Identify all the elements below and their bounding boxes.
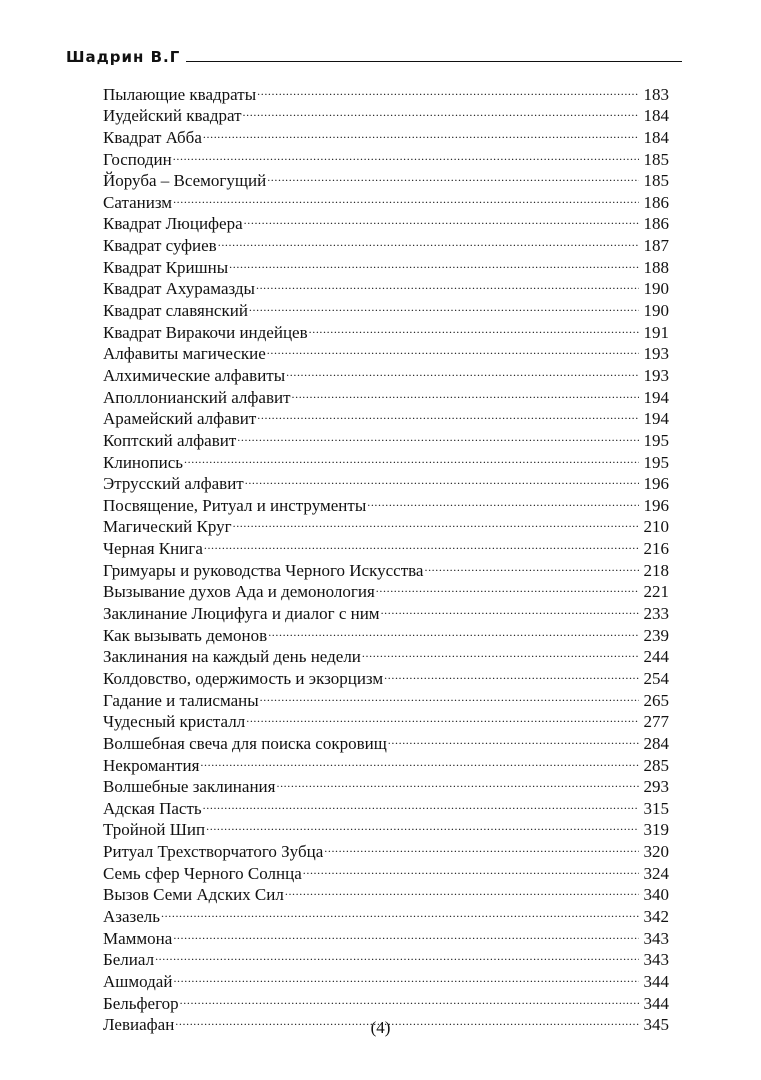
toc-dot-leader xyxy=(203,532,639,554)
toc-entry-title: Азазель xyxy=(103,906,161,926)
toc-entry-title: Ашмодай xyxy=(103,971,173,991)
toc-entry-page: 184 xyxy=(643,106,669,126)
toc-entry-page: 265 xyxy=(643,690,669,710)
toc-entry-title: Маммона xyxy=(103,928,173,948)
toc-entry-page: 188 xyxy=(643,257,669,277)
toc-entry-title: Вызов Семи Адских Сил xyxy=(103,885,284,905)
toc-dot-leader xyxy=(244,468,639,490)
toc-dot-leader xyxy=(361,641,639,663)
toc-dot-leader xyxy=(243,208,639,230)
toc-entry xyxy=(103,965,669,991)
toc-dot-leader xyxy=(255,273,639,295)
toc-entry-title: Квадрат Люцифера xyxy=(103,214,243,234)
toc-dot-leader xyxy=(248,294,639,316)
toc-entry xyxy=(103,186,669,212)
toc-entry xyxy=(103,468,669,494)
toc-entry-title: Коптский алфавит xyxy=(103,430,237,450)
toc-entry-page: 218 xyxy=(643,560,669,580)
toc-entry-title: Как вызывать демонов xyxy=(103,625,268,645)
toc-entry-title: Посвящение, Ритуал и инструменты xyxy=(103,495,367,515)
toc-dot-leader xyxy=(202,792,639,814)
toc-entry xyxy=(103,987,669,1013)
toc-entry-page: 319 xyxy=(643,820,669,840)
toc-entry-page: 191 xyxy=(643,322,669,342)
toc-entry-page: 221 xyxy=(643,582,669,602)
toc-entry-page: 233 xyxy=(643,604,669,624)
toc-entry-page: 315 xyxy=(643,798,669,818)
toc-entry-title: Тройной Шип xyxy=(103,820,206,840)
toc-entry-title: Господин xyxy=(103,149,172,169)
toc-entry-title: Квадрат Кришны xyxy=(103,257,229,277)
toc-dot-leader xyxy=(366,489,639,511)
toc-entry-title: Пылающие квадраты xyxy=(103,84,257,104)
toc-entry-title: Белиал xyxy=(103,950,155,970)
toc-entry-page: 344 xyxy=(643,971,669,991)
toc-dot-leader xyxy=(266,165,639,187)
toc-entry-page: 320 xyxy=(643,842,669,862)
toc-dot-leader xyxy=(205,814,639,836)
toc-entry-page: 343 xyxy=(643,950,669,970)
toc-dot-leader xyxy=(302,857,639,879)
toc-entry-page: 195 xyxy=(643,452,669,472)
toc-entry-title: Алхимические алфавиты xyxy=(103,365,286,385)
toc-dot-leader xyxy=(172,143,639,165)
toc-entry-page: 186 xyxy=(643,192,669,212)
toc-entry xyxy=(103,922,669,948)
toc-entry-title: Чудесный кристалл xyxy=(103,712,246,732)
toc-entry-title: Семь сфер Черного Солнца xyxy=(103,863,302,883)
toc-entry-title: Заклинания на каждый день недели xyxy=(103,647,361,667)
toc-dot-leader xyxy=(275,771,639,793)
toc-dot-leader xyxy=(323,835,639,857)
toc-entry-page: 324 xyxy=(643,863,669,883)
toc-entry-title: Квадрат славянский xyxy=(103,301,248,321)
toc-entry-page: 195 xyxy=(643,430,669,450)
toc-dot-leader xyxy=(228,251,639,273)
toc-entry xyxy=(103,446,669,472)
toc-dot-leader xyxy=(423,554,639,576)
toc-entry-page: 193 xyxy=(643,365,669,385)
toc-entry-title: Клинопись xyxy=(103,452,184,472)
toc-dot-leader xyxy=(160,900,639,922)
toc-entry-page: 186 xyxy=(643,214,669,234)
toc-entry-page: 185 xyxy=(643,149,669,169)
toc-entry-page: 196 xyxy=(643,474,669,494)
toc-entry-title: Левиафан xyxy=(103,1015,175,1035)
toc-entry-page: 216 xyxy=(643,539,669,559)
running-header xyxy=(66,46,682,72)
toc-dot-leader xyxy=(154,944,639,966)
toc-entry-page: 285 xyxy=(643,755,669,775)
toc-entry xyxy=(103,944,669,970)
toc-entry-title: Ритуал Трехстворчатого Зубца xyxy=(103,842,324,862)
toc-entry-title: Гримуары и руководства Черного Искусства xyxy=(103,560,424,580)
toc-entry-page: 343 xyxy=(643,928,669,948)
toc-entry-title: Черная Книга xyxy=(103,539,203,559)
toc-dot-leader xyxy=(259,684,639,706)
toc-entry-page: 194 xyxy=(643,387,669,407)
toc-entry-title: Арамейский алфавит xyxy=(103,409,257,429)
toc-dot-leader xyxy=(375,576,639,598)
toc-dot-leader xyxy=(232,511,639,533)
toc-entry-title: Заклинание Люцифуга и диалог с ним xyxy=(103,604,380,624)
toc-entry-title: Гадание и талисманы xyxy=(103,690,259,710)
toc-entry xyxy=(103,900,669,926)
toc-entry-title: Колдовство, одержимость и экзорцизм xyxy=(103,668,384,688)
toc-entry-page: 187 xyxy=(643,236,669,256)
toc-entry-page: 244 xyxy=(643,647,669,667)
toc-dot-leader xyxy=(256,78,639,100)
toc-entry-page: 284 xyxy=(643,733,669,753)
toc-entry xyxy=(103,165,669,191)
toc-dot-leader xyxy=(380,597,639,619)
toc-entry-title: Йоруба – Всемогущий xyxy=(103,171,267,191)
toc-dot-leader xyxy=(172,965,639,987)
toc-entry-page: 344 xyxy=(643,993,669,1013)
toc-entry-page: 277 xyxy=(643,712,669,732)
toc-dot-leader xyxy=(267,619,639,641)
toc-entry-page: 184 xyxy=(643,127,669,147)
toc-entry-page: 254 xyxy=(643,668,669,688)
toc-entry-title: Иудейский квадрат xyxy=(103,106,242,126)
toc-entry-page: 342 xyxy=(643,906,669,926)
toc-dot-leader xyxy=(217,229,639,251)
toc-entry-title: Квадрат суфиев xyxy=(103,236,217,256)
toc-entry-page: 239 xyxy=(643,625,669,645)
toc-entry-page: 345 xyxy=(643,1015,669,1035)
toc-dot-leader xyxy=(172,186,639,208)
page-number: (4) xyxy=(370,1018,391,1037)
toc-entry-title: Алфавиты магические xyxy=(103,344,266,364)
toc-entry-page: 190 xyxy=(643,279,669,299)
toc-entry-title: Вызывание духов Ада и демонология xyxy=(103,582,375,602)
toc-dot-leader xyxy=(266,338,639,360)
toc-dot-leader xyxy=(199,749,639,771)
toc-entry-page: 183 xyxy=(643,84,669,104)
toc-entry-title: Адская Пасть xyxy=(103,798,202,818)
toc-entry-page: 210 xyxy=(643,517,669,537)
toc-entry-title: Бельфегор xyxy=(103,993,179,1013)
toc-entry-title: Квадрат Виракочи индейцев xyxy=(103,322,308,342)
toc-dot-leader xyxy=(383,662,639,684)
toc-entry xyxy=(103,143,669,169)
toc-entry-title: Волшебная свеча для поиска сокровищ xyxy=(103,733,387,753)
toc-entry-title: Некромантия xyxy=(103,755,200,775)
toc-entry xyxy=(103,208,669,234)
toc-entry-title: Этрусский алфавит xyxy=(103,474,244,494)
toc-dot-leader xyxy=(308,316,639,338)
toc-dot-leader xyxy=(172,922,639,944)
toc-dot-leader xyxy=(179,987,639,1009)
toc-dot-leader xyxy=(256,403,639,425)
toc-entry-page: 196 xyxy=(643,495,669,515)
toc-dot-leader xyxy=(242,100,639,122)
toc-entry xyxy=(103,78,669,104)
toc-entry-title: Аполлонианский алфавит xyxy=(103,387,291,407)
toc-entry-title: Магический Круг xyxy=(103,517,232,537)
toc-dot-leader xyxy=(245,706,639,728)
toc-entry-page: 293 xyxy=(643,777,669,797)
table-of-contents xyxy=(103,78,669,1035)
header-author: Шадрин В.Г xyxy=(66,47,186,67)
toc-dot-leader xyxy=(202,121,639,143)
toc-dot-leader xyxy=(236,424,639,446)
toc-entry-title: Квадрат Абба xyxy=(103,127,202,147)
toc-entry-page: 194 xyxy=(643,409,669,429)
toc-dot-leader xyxy=(183,446,639,468)
toc-entry-page: 185 xyxy=(643,171,669,191)
toc-entry-page: 190 xyxy=(643,301,669,321)
toc-dot-leader xyxy=(291,381,640,403)
toc-dot-leader xyxy=(284,879,639,901)
toc-dot-leader xyxy=(387,727,639,749)
toc-dot-leader xyxy=(285,359,639,381)
toc-entry-title: Квадрат Ахурамазды xyxy=(103,279,255,299)
toc-entry-title: Волшебные заклинания xyxy=(103,777,276,797)
toc-entry-page: 340 xyxy=(643,885,669,905)
toc-entry-title: Сатанизм xyxy=(103,192,173,212)
toc-entry-page: 193 xyxy=(643,344,669,364)
